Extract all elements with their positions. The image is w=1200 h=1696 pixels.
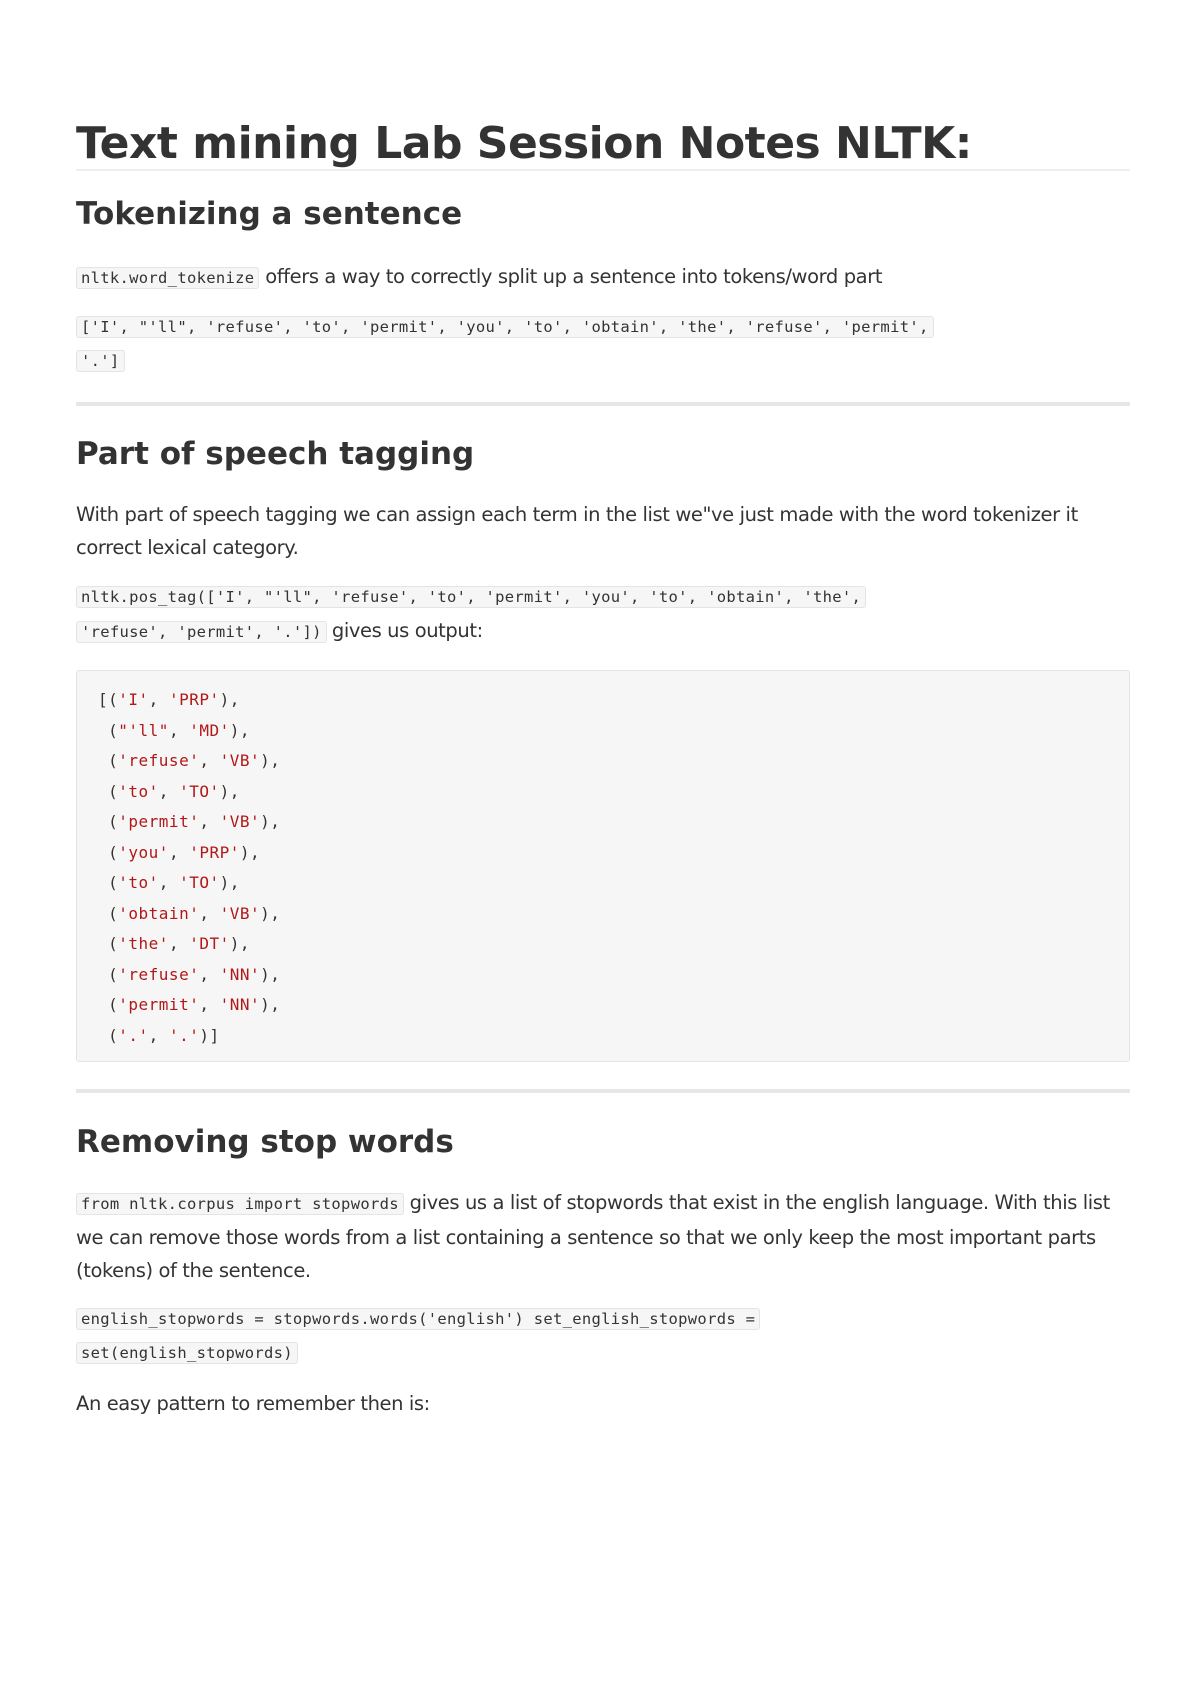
inline-code-import-stopwords: from nltk.corpus import stopwords: [76, 1193, 404, 1215]
pos-tag: 'PRP': [168, 690, 220, 709]
pos-tag: 'NN': [219, 995, 261, 1014]
stopwords-intro: [76, 1186, 1130, 1287]
heading-tokenizing: Tokenizing a sentence: [76, 196, 463, 232]
stopwords-code-line-1: english_stopwords = stopwords.words('english') set_english_stopwords =: [76, 1308, 760, 1330]
pos-word: 'refuse': [118, 964, 200, 984]
pos-code-line-2: 'refuse', 'permit', '.']): [76, 621, 327, 643]
pos-word: 'to': [118, 873, 159, 892]
pos-tag: 'TO': [179, 873, 220, 892]
pos-output-line: ('refuse', 'VB'),: [98, 751, 281, 770]
stopwords-code-line-2: set(english_stopwords): [76, 1342, 298, 1364]
pos-word: 'I': [118, 690, 149, 709]
pos-output-line: ('permit', 'NN'),: [98, 995, 281, 1014]
pos-output-line: ('refuse', 'NN'),: [98, 964, 281, 984]
title-underline: [76, 169, 1130, 171]
heading-pos-tagging: Part of speech tagging: [76, 436, 475, 472]
pos-tag: 'TO': [179, 781, 220, 801]
pos-output-line: [('I', 'PRP'),: [98, 690, 240, 709]
heading-stop-words: Removing stop words: [76, 1124, 454, 1160]
pos-tag: '.': [168, 1025, 200, 1045]
tokens-output-line-1: ['I', "'ll", 'refuse', 'to', 'permit', 'you', 'to', 'obtain', 'the', 'refuse', 'permit',: [76, 316, 934, 338]
pos-output-line: ('.', '.')]: [98, 1025, 220, 1045]
pos-tag: 'VB': [219, 812, 261, 831]
pos-tag: 'PRP': [189, 842, 240, 862]
tokenize-intro: [76, 260, 1130, 295]
pos-tag: 'MD': [189, 720, 230, 740]
pos-word: 'refuse': [118, 751, 200, 770]
pos-output-code-block: [76, 670, 1130, 1062]
inline-code-word-tokenize: nltk.word_tokenize: [76, 267, 259, 289]
pos-word: 'obtain': [118, 903, 200, 923]
pos-output-lines: [98, 685, 280, 1051]
stopwords-intro-text: gives us a list of stopwords that exist in the english language. With this list we can remove those words from a list containing a sentence so that we only keep the most important parts (tokens) of the sentence.: [76, 1191, 1110, 1282]
tokens-output-line-2: '.']: [76, 350, 125, 372]
pos-word: 'to': [118, 781, 159, 801]
tokens-output: [76, 310, 1130, 378]
pos-tag: 'VB': [219, 751, 261, 770]
pos-word: 'you': [118, 842, 169, 862]
closing-text: An easy pattern to remember then is:: [76, 1392, 430, 1415]
pos-tag: 'NN': [219, 964, 261, 984]
pos-output-line: ('you', 'PRP'),: [98, 842, 261, 862]
pos-output-line: ('to', 'TO'),: [98, 873, 240, 892]
pos-word: 'permit': [118, 995, 200, 1014]
pos-word: '.': [118, 1025, 149, 1045]
pos-output-line: ('permit', 'VB'),: [98, 812, 281, 831]
pos-output-line: ('the', 'DT'),: [98, 934, 250, 953]
stopwords-code: [76, 1302, 1130, 1370]
section-divider: [76, 402, 1130, 406]
pos-output-line: ('to', 'TO'),: [98, 781, 240, 801]
pos-word: 'permit': [118, 812, 200, 831]
pos-word: "'ll": [118, 720, 169, 740]
pos-tag: 'VB': [219, 903, 261, 923]
page-title: Text mining Lab Session Notes NLTK:: [76, 118, 972, 169]
pos-output-line: ('obtain', 'VB'),: [98, 903, 281, 923]
pos-code: [76, 580, 1130, 649]
pos-output-line: ("'ll", 'MD'),: [98, 720, 250, 740]
tokenize-intro-text: offers a way to correctly split up a sentence into tokens/word part: [265, 265, 883, 288]
pos-code-line-1: nltk.pos_tag(['I', "'ll", 'refuse', 'to', 'permit', 'you', 'to', 'obtain', 'the',: [76, 586, 866, 608]
pos-word: 'the': [118, 934, 169, 953]
pos-after-text: gives us output:: [331, 619, 483, 642]
pos-paragraph: With part of speech tagging we can assign each term in the list we"ve just made with the word tokenizer it correct lexical category.: [76, 503, 1078, 559]
section-divider: [76, 1089, 1130, 1093]
pos-tag: 'DT': [189, 934, 230, 953]
